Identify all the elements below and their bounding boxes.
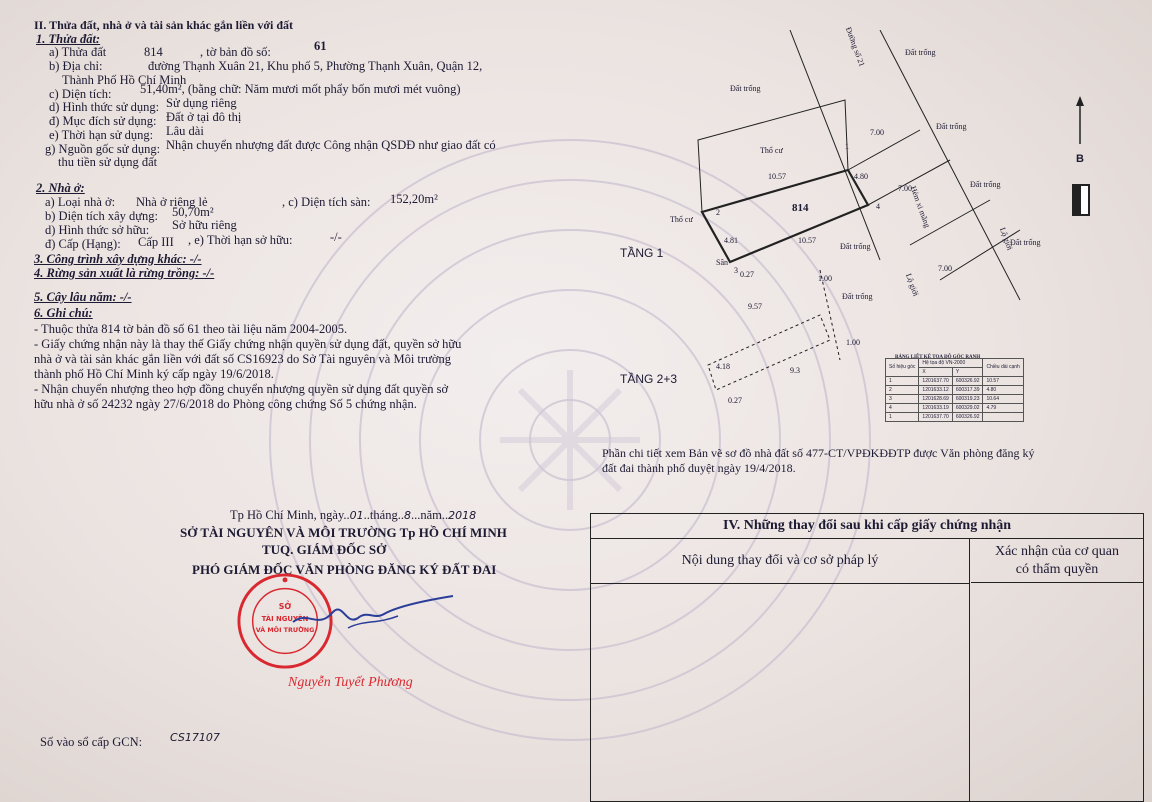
- dim-027-a: 0.27: [740, 270, 754, 279]
- dt-xay-dung-label: b) Diện tích xây dựng:: [45, 209, 159, 223]
- changes-col2-line-2: có thẩm quyền: [1015, 562, 1099, 577]
- nha-o-heading: 2. Nhà ở:: [36, 181, 85, 195]
- dat-trong-6: Đất trống: [840, 242, 871, 251]
- dim-480: 4.80: [854, 172, 868, 181]
- coord-header-sub: Hệ tọa độ VN-2000: [919, 359, 983, 368]
- signer-organization: SỞ TÀI NGUYÊN VÀ MÔI TRƯỜNG Tp HỒ CHÍ MINH: [180, 525, 507, 540]
- tang-2-3-label: TẦNG 2+3: [620, 372, 678, 386]
- dat-trong-1: Đất trống: [905, 48, 936, 57]
- cay-lau-nam: 5. Cây lâu năm: -/-: [34, 290, 132, 304]
- corner-1: 1: [845, 142, 849, 151]
- ghi-chu-line-6: hữu nhà ở số 24232 ngày 27/6/2018 do Phòng công chứng Số 5 chứng nhận.: [34, 397, 417, 411]
- to-ban-do-label: , tờ bản đồ số:: [200, 45, 271, 59]
- date-line: Tp Hồ Chí Minh, ngày..01..tháng..8...năm..2018: [230, 508, 477, 522]
- handwritten-signature: [288, 590, 458, 640]
- table-row: 4 1201633.19 600329.02 4.79: [886, 404, 1024, 413]
- dt-san-label: , c) Diện tích sàn:: [282, 195, 371, 209]
- road-label: Đường số 21: [843, 25, 867, 68]
- dim-1057-a: 10.57: [768, 172, 786, 181]
- thua-dat-label: a) Thửa đất: [49, 45, 107, 59]
- thoi-han-value: Lâu dài: [166, 124, 204, 138]
- section-title: II. Thửa đất, nhà ở và tài sản khác gắn liền với đất: [34, 18, 294, 32]
- dim-1057-b: 10.57: [798, 236, 816, 245]
- dat-trong-3: Đất trống: [936, 122, 967, 131]
- dim-957: 9.57: [748, 302, 762, 311]
- dim-93: 9.3: [790, 366, 800, 375]
- ghi-chu-line-2: - Giấy chứng nhận này là thay thế Giấy chứng nhận quyền sử dụng đất, quyền sở hữu: [34, 337, 462, 351]
- dat-trong-7: Đất trống: [842, 292, 873, 301]
- lo-gioi-1: Lộ giới: [997, 226, 1015, 252]
- ghi-chu-line-1: - Thuộc thửa 814 tờ bản đồ số 61 theo tài liệu năm 2004-2005.: [34, 322, 348, 336]
- road-edge-right: [880, 30, 1020, 300]
- coord-header-y: Y: [952, 368, 983, 377]
- thoi-han-so-huu-value: -/-: [330, 230, 342, 244]
- coord-header-x: X: [919, 368, 952, 377]
- hinh-thuc-value: Sử dụng riêng: [166, 96, 237, 110]
- dien-tich-label: c) Diện tích:: [49, 87, 112, 101]
- cap-hang-value: Cấp III: [138, 235, 174, 249]
- thua-dat-heading: 1. Thửa đất:: [36, 32, 101, 46]
- dat-trong-4: Đất trống: [970, 180, 1001, 189]
- changes-col1-header: Nội dung thay đổi và cơ sở pháp lý: [591, 539, 969, 584]
- hinh-thuc-label: d) Hình thức sử dụng:: [49, 100, 160, 114]
- dat-trong-5: Đất trống: [1010, 238, 1041, 247]
- dim-700-b: 7.00: [898, 184, 912, 193]
- signer-name: Nguyễn Tuyết Phương: [288, 675, 413, 690]
- ghi-chu-line-3: nhà ở và tài sản khác gắn liền với đất số CS16923 do Sở Tài nguyên và Môi trường: [34, 352, 451, 366]
- ghi-chu-heading: 6. Ghi chú:: [34, 306, 93, 320]
- san-label: Sân: [716, 258, 728, 267]
- dia-chi-value-2: Thành Phố Hồ Chí Minh: [62, 73, 187, 87]
- nguon-goc-value-2: thu tiền sử dụng đất: [58, 155, 158, 169]
- loai-nha-value: Nhà ở riêng lẻ: [136, 195, 208, 209]
- coordinate-table: [885, 358, 1024, 422]
- so-vao-so-value: CS17107: [170, 731, 220, 744]
- dia-chi-value: đường Thạnh Xuân 21, Khu phố 5, Phường Thạnh Xuân, Quận 12,: [148, 59, 483, 73]
- dien-tich-value: 51,40m², (bằng chữ: Năm mươi mốt phẩy bốn mươi mét vuông): [140, 82, 461, 96]
- ghi-chu-line-5: - Nhận chuyển nhượng theo hợp đồng chuyển nhượng quyền sử dụng đất quyền sở: [34, 382, 449, 396]
- changes-title: IV. Những thay đổi sau khi cấp giấy chứng nhận: [591, 514, 1143, 539]
- thoi-han-label: e) Thời hạn sử dụng:: [49, 128, 154, 142]
- tho-cu-left: Thổ cư: [670, 215, 693, 224]
- lo-gioi-2: Lộ giới: [903, 272, 921, 298]
- dim-481: 4.81: [724, 236, 738, 245]
- svg-text:SỞ: SỞ: [278, 602, 292, 612]
- building-symbol-icon: [1072, 184, 1090, 216]
- cong-trinh-khac: 3. Công trình xây dựng khác: -/-: [34, 252, 202, 266]
- rung-san-xuat: 4. Rừng sản xuất là rừng trồng: -/-: [34, 266, 215, 280]
- svg-text:VÀ MÔI TRƯỜNG: VÀ MÔI TRƯỜNG: [255, 625, 315, 634]
- tang-1-label: TẦNG 1: [620, 246, 664, 260]
- signer-title: PHÓ GIÁM ĐỐC VĂN PHÒNG ĐĂNG KÝ ĐẤT ĐAI: [192, 562, 497, 577]
- coord-header-d: Chiều dài cạnh: [983, 359, 1023, 377]
- hem-xi-mang-label: Hẻm xi măng: [908, 184, 932, 229]
- dim-418: 4.18: [716, 362, 730, 371]
- coord-header-stt: Số hiệu góc: [886, 359, 919, 377]
- svg-text:TÀI NGUYÊN: TÀI NGUYÊN: [261, 615, 309, 623]
- muc-dich-value: Đất ở tại đô thị: [166, 110, 242, 124]
- table-row: 1 1201637.70 600326.92 10.57: [886, 377, 1024, 386]
- north-arrow-icon: [1070, 96, 1090, 146]
- cap-hang-label: đ) Cấp (Hạng):: [45, 237, 121, 251]
- dim-700-a: 7.00: [870, 128, 884, 137]
- table-row: 2 1201633.12 600317.39 4.80: [886, 386, 1024, 395]
- changes-table: [590, 513, 1144, 802]
- dim-700-c: 7.00: [938, 264, 952, 273]
- thua-dat-number: 814: [144, 45, 163, 59]
- reference-note-2: đất đai thành phố duyệt ngày 19/4/2018.: [602, 461, 796, 475]
- nguon-goc-label: g) Nguồn gốc sử dụng:: [45, 142, 161, 156]
- table-row: 1 1201637.70 600326.92: [886, 413, 1024, 422]
- changes-col2-header: [971, 539, 1143, 583]
- dat-trong-2: Đất trống: [730, 84, 761, 93]
- corner-4: 4: [876, 202, 880, 211]
- ghi-chu-line-4: thành phố Hồ Chí Minh ký cấp ngày 19/6/2018.: [34, 367, 274, 381]
- dt-xay-dung-value: 50,70m²: [172, 205, 214, 219]
- to-ban-do-number: 61: [314, 39, 327, 53]
- north-label: B: [1076, 153, 1084, 165]
- dt-san-value: 152,20m²: [390, 192, 438, 206]
- tho-cu-top: Thổ cư: [760, 146, 783, 155]
- dim-100-b: 1.00: [846, 338, 860, 347]
- dim-027-b: 0.27: [728, 396, 742, 405]
- corner-2: 2: [716, 208, 720, 217]
- muc-dich-label: đ) Mục đích sử dụng:: [49, 114, 157, 128]
- nguon-goc-value: Nhận chuyển nhượng đất được Công nhận QSDĐ như giao đất có: [166, 138, 496, 152]
- table-row: 3 1201628.69 600319.23 10.64: [886, 395, 1024, 404]
- coord-table-title: BẢNG LIỆT KÊ TỌA ĐỘ GÓC RANH: [895, 355, 981, 360]
- so-vao-so-label: Số vào sổ cấp GCN:: [40, 735, 143, 749]
- so-huu-label: d) Hình thức sở hữu:: [45, 223, 150, 237]
- so-huu-value: Sở hữu riêng: [172, 218, 237, 232]
- dim-100-a: 1.00: [818, 274, 832, 283]
- signer-tuq: TUQ. GIÁM ĐỐC SỞ: [262, 542, 387, 557]
- reference-note-1: Phần chi tiết xem Bản vẽ sơ đồ nhà đất số 477-CT/VPĐKĐĐTP được Văn phòng đăng ký: [602, 446, 1035, 460]
- floor-2-3-outline: [708, 315, 830, 390]
- changes-col2-line-1: Xác nhận của cơ quan: [994, 544, 1119, 559]
- changes-content-column: [591, 539, 970, 801]
- dia-chi-label: b) Địa chỉ:: [49, 59, 103, 73]
- lot-number-814: 814: [792, 202, 809, 214]
- thoi-han-so-huu-label: , e) Thời hạn sở hữu:: [188, 233, 293, 247]
- corner-3: 3: [734, 266, 738, 275]
- loai-nha-label: a) Loại nhà ở:: [45, 195, 116, 209]
